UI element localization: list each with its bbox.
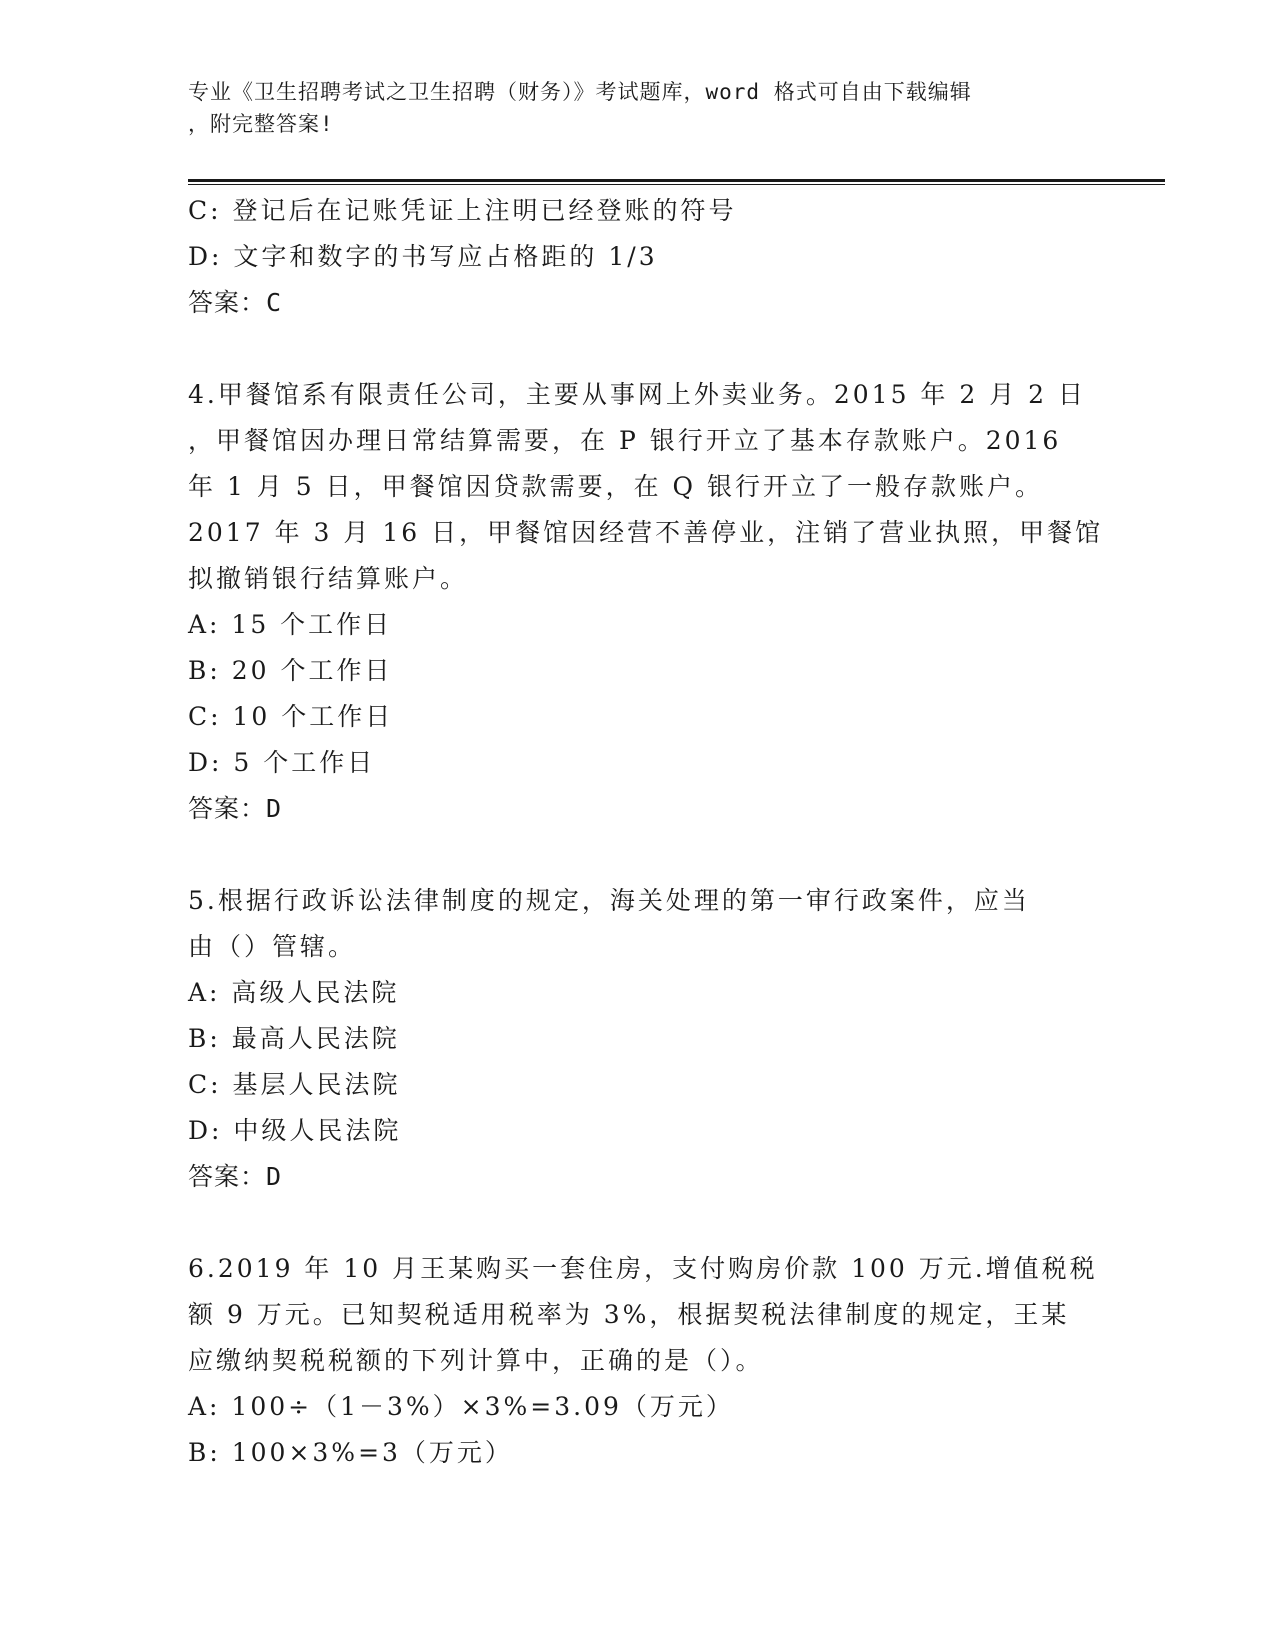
question-4-option-a: A: 15 个工作日 xyxy=(188,610,393,639)
question-4-stem-line: 4.甲餐馆系有限责任公司，主要从事网上外卖业务。2015 年 2 月 2 日 xyxy=(188,380,1087,409)
question-6-stem-line: 额 9 万元。已知契税适用税率为 3%，根据契税法律制度的规定，王某 xyxy=(188,1300,1070,1329)
header-title-line-2: ，附完整答案! xyxy=(188,112,334,136)
question-6-option-b: B: 100×3%=3（万元） xyxy=(188,1438,513,1467)
question-6-stem-line: 应缴纳契税税额的下列计算中，正确的是（）。 xyxy=(188,1346,764,1375)
question-6-option-a: A: 100÷（1－3%）×3%=3.09（万元） xyxy=(188,1392,734,1421)
header-divider-thin xyxy=(188,184,1165,185)
header-title-line-1: 专业《卫生招聘考试之卫生招聘（财务）》考试题库，word 格式可自由下载编辑 xyxy=(188,80,972,104)
question-6 xyxy=(188,1246,1098,1476)
question-4-option-b: B: 20 个工作日 xyxy=(188,656,393,685)
question-5-option-d: D: 中级人民法院 xyxy=(188,1116,402,1145)
document-header xyxy=(188,76,1088,140)
answer-line: 答案：C xyxy=(188,288,283,317)
option-c: C: 登记后在记账凭证上注明已经登账的符号 xyxy=(188,196,737,225)
question-5-stem-line: 由（）管辖。 xyxy=(188,932,357,961)
header-divider-thick xyxy=(188,179,1165,182)
previous-question-tail xyxy=(188,188,1088,326)
question-spacer xyxy=(188,1200,1088,1246)
question-5-option-a: A: 高级人民法院 xyxy=(188,978,400,1007)
question-4-answer: 答案：D xyxy=(188,794,283,823)
question-4-stem-line: 2017 年 3 月 16 日，甲餐馆因经营不善停业，注销了营业执照，甲餐馆 xyxy=(188,518,1104,547)
question-4-option-d: D: 5 个工作日 xyxy=(188,748,376,777)
question-4-stem-line: 拟撤销银行结算账户。 xyxy=(188,564,469,593)
question-4-stem-line: ，甲餐馆因办理日常结算需要，在 P 银行开立了基本存款账户。2016 xyxy=(188,426,1062,455)
question-5 xyxy=(188,878,1088,1200)
question-spacer xyxy=(188,326,1088,372)
question-4 xyxy=(188,372,1104,832)
question-6-stem-line: 6.2019 年 10 月王某购买一套住房，支付购房价款 100 万元.增值税税 xyxy=(188,1254,1098,1283)
question-5-option-b: B: 最高人民法院 xyxy=(188,1024,400,1053)
question-list xyxy=(188,188,1104,1476)
question-4-option-c: C: 10 个工作日 xyxy=(188,702,394,731)
question-5-answer: 答案：D xyxy=(188,1162,283,1191)
question-5-stem-line: 5.根据行政诉讼法律制度的规定，海关处理的第一审行政案件，应当 xyxy=(188,886,1030,915)
option-d: D: 文字和数字的书写应占格距的 1/3 xyxy=(188,242,658,271)
question-4-stem-line: 年 1 月 5 日，甲餐馆因贷款需要，在 Q 银行开立了一般存款账户。 xyxy=(188,472,1043,501)
question-5-option-c: C: 基层人民法院 xyxy=(188,1070,401,1099)
question-spacer xyxy=(188,832,1088,878)
